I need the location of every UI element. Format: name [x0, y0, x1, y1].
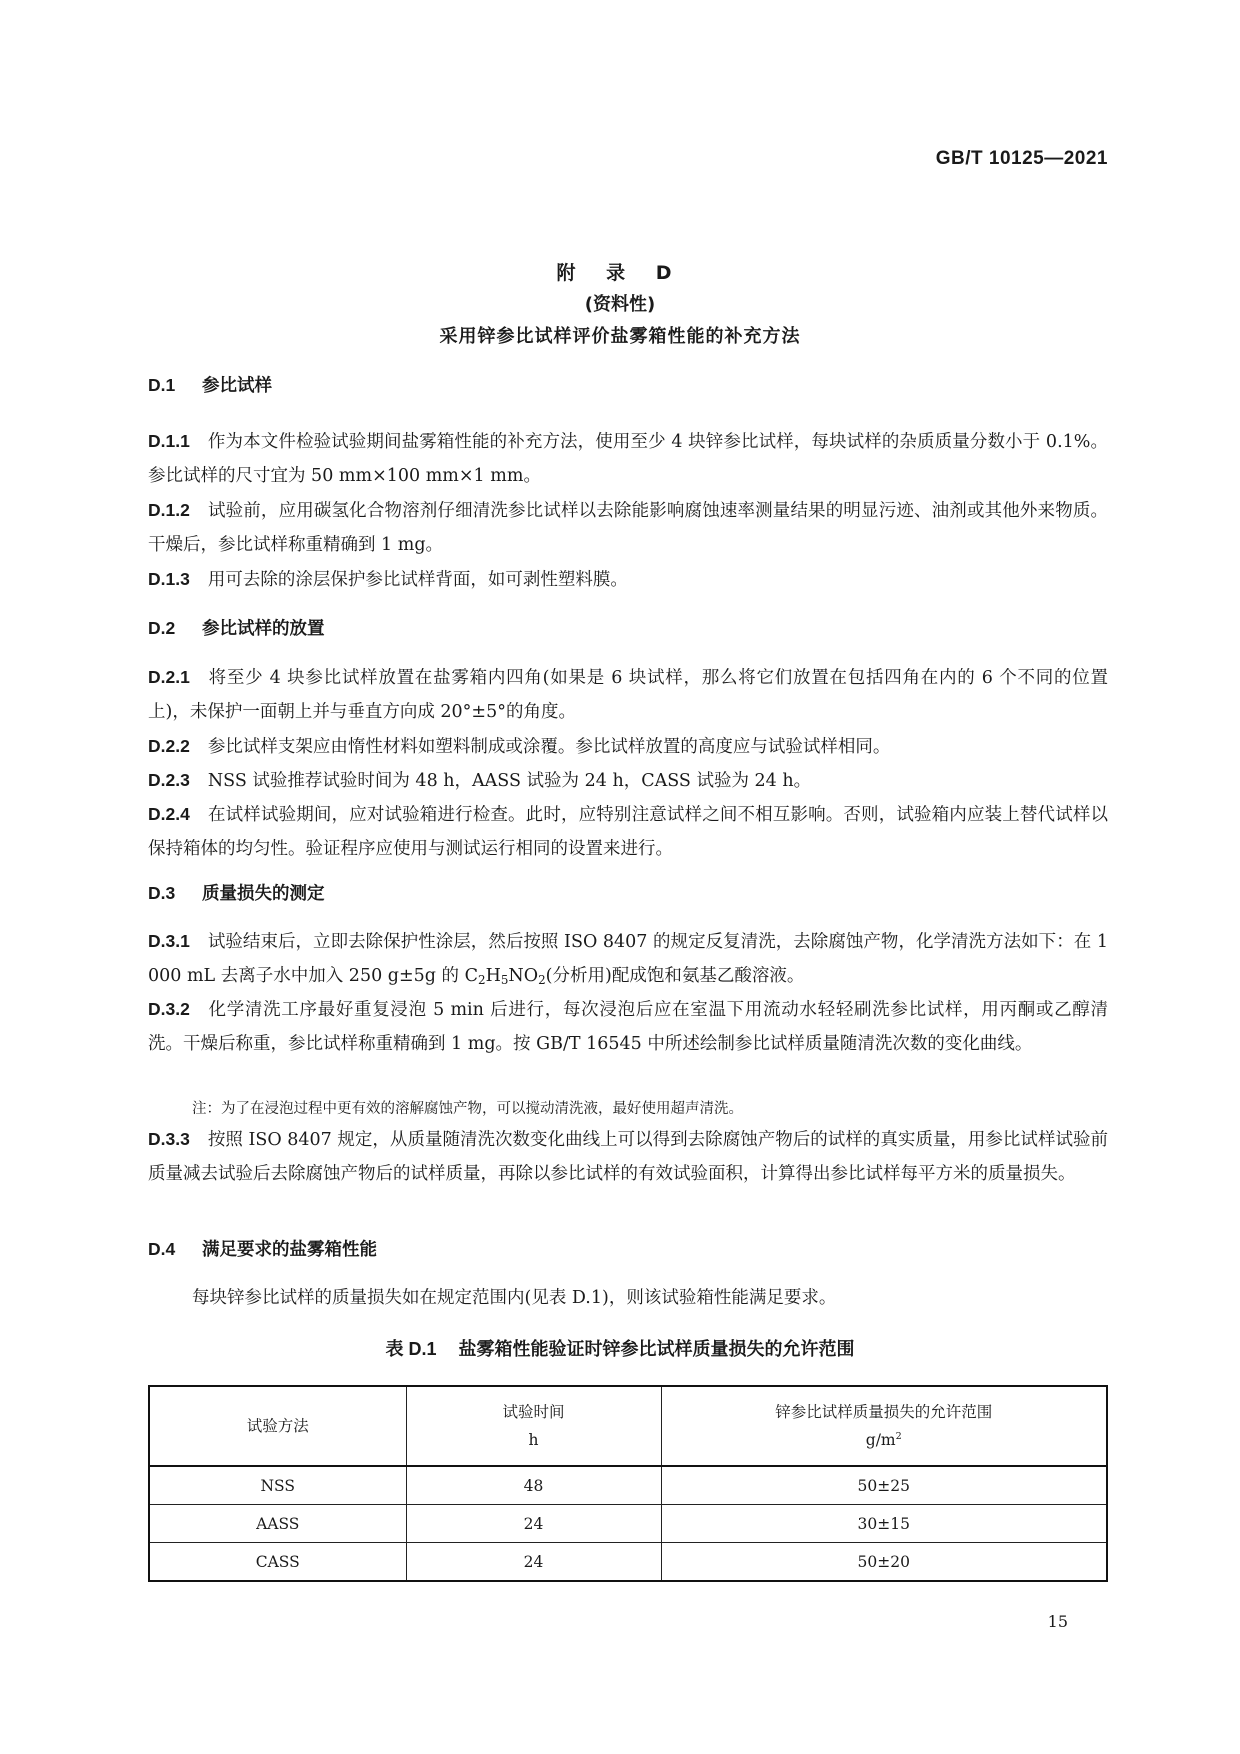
formula-text: H	[485, 966, 501, 986]
paragraph-d1-1	[148, 424, 1108, 493]
section-title: 质量损失的测定	[202, 884, 325, 904]
header-range: 锌参比试样质量损失的允许范围 $g/m^2$	[661, 1386, 1107, 1466]
formula-subscript: 2	[478, 972, 486, 987]
cell-method: CASS	[149, 1543, 406, 1582]
cell-range: 30±15	[661, 1505, 1107, 1543]
clause-number: D.2.4	[148, 804, 190, 824]
section-number: D.3	[148, 883, 176, 903]
paragraph-d2-2	[148, 729, 1108, 764]
cell-time: 24	[406, 1505, 661, 1543]
clause-text: 化学清洗工序最好重复浸泡 5 min 后进行，每次浸泡后应在室温下用流动水轻轻刷洗参比试样，用丙酮或乙醇清洗。干燥后称重，参比试样称重精确到 1 mg。按 GB/T 16545 中所述绘制参比试样质量随清洗次数的变化曲线。	[148, 1000, 1108, 1054]
cell-time: 48	[406, 1466, 661, 1505]
formula-subscript: 5	[500, 972, 509, 987]
cell-time: 24	[406, 1543, 661, 1582]
clause-number: D.3.3	[148, 1129, 190, 1149]
cell-range: 50±25	[661, 1466, 1107, 1505]
appendix-type: (资料性)	[584, 294, 656, 315]
tolerance-table	[148, 1385, 1108, 1582]
clause-text: 在试样试验期间，应对试验箱进行检查。此时，应特别注意试样之间不相互影响。否则，试验箱内应装上替代试样以保持箱体的均匀性。验证程序应使用与测试运行相同的设置来进行。	[148, 805, 1108, 859]
section-number: D.1	[148, 375, 176, 395]
clause-text: 作为本文件检验试验期间盐雾箱性能的补充方法，使用至少 4 块锌参比试样，每块试样的杂质质量分数小于 0.1%。参比试样的尺寸宜为 50 mm×100 mm×1 mm。	[148, 432, 1108, 486]
clause-number: D.3.1	[148, 931, 190, 951]
formula-text: NO	[508, 966, 539, 986]
table-caption	[0, 1335, 1240, 1361]
header-time-unit: h	[528, 1431, 539, 1449]
cell-method: NSS	[149, 1466, 406, 1505]
clause-text: NSS 试验推荐试验时间为 48 h，AASS 试验为 24 h，CASS 试验为 24 h。	[207, 771, 812, 791]
formula-subscript: 2	[538, 972, 546, 987]
paragraph-d3-2	[148, 992, 1108, 1061]
section-heading-d4	[148, 1236, 377, 1261]
paragraph-d3-1	[148, 924, 1108, 993]
cell-method: AASS	[149, 1505, 406, 1543]
table-number: 表 D.1	[385, 1339, 437, 1359]
page-number: 15	[1047, 1612, 1068, 1631]
standard-code: GB/T 10125—2021	[935, 148, 1108, 169]
section-heading-d2	[148, 615, 325, 640]
clause-text: 用可去除的涂层保护参比试样背面，如可剥性塑料膜。	[207, 570, 628, 590]
paragraph-d4: 每块锌参比试样的质量损失如在规定范围内(见表 D.1)，则该试验箱性能满足要求。	[192, 1288, 837, 1308]
header-range-unit: $g/m^2$	[865, 1431, 902, 1449]
section-heading-d1	[148, 372, 272, 397]
section-title: 参比试样	[202, 376, 272, 396]
clause-number: D.1.3	[148, 569, 190, 589]
clause-text: 参比试样支架应由惰性材料如塑料制成或涂覆。参比试样放置的高度应与试验试样相同。	[207, 737, 891, 757]
paragraph-d2-1	[148, 660, 1108, 729]
clause-text: 试验结束后，立即去除保护性涂层，然后按照 ISO 8407 的规定反复清洗，去除腐蚀产物，化学清洗方法如下：在 1 000 mL 去离子水中加入 250 g±5g 的 C	[148, 932, 1108, 986]
cell-range: 50±20	[661, 1543, 1107, 1582]
table-title: 盐雾箱性能验证时锌参比试样质量损失的允许范围	[458, 1339, 855, 1360]
clause-number: D.1.2	[148, 500, 190, 520]
paragraph-d1-2	[148, 493, 1108, 562]
section-title: 满足要求的盐雾箱性能	[202, 1240, 377, 1260]
paragraph-d2-3	[148, 763, 1108, 798]
paragraph-d2-4	[148, 797, 1108, 866]
header-method: 试验方法	[149, 1386, 406, 1466]
clause-number: D.2.3	[148, 770, 190, 790]
clause-text: 试验前，应用碳氢化合物溶剂仔细清洗参比试样以去除能影响腐蚀速率测量结果的明显污迹、油剂或其他外来物质。干燥后，参比试样称重精确到 1 mg。	[148, 501, 1108, 555]
clause-number: D.3.2	[148, 999, 190, 1019]
clause-number: D.2.1	[148, 667, 190, 687]
clause-text: (分析用)配成饱和氨基乙酸溶液。	[545, 966, 805, 986]
clause-text: 将至少 4 块参比试样放置在盐雾箱内四角(如果是 6 块试样，那么将它们放置在包括四角在内的 6 个不同的位置上)，未保护一面朝上并与垂直方向成 20°±5°的角度。	[148, 668, 1108, 722]
table-row	[149, 1543, 1107, 1582]
section-title: 参比试样的放置	[202, 619, 325, 639]
section-number: D.4	[148, 1239, 176, 1259]
appendix-name: 采用锌参比试样评价盐雾箱性能的补充方法	[439, 326, 801, 347]
clause-text: 按照 ISO 8407 规定，从质量随清洗次数变化曲线上可以得到去除腐蚀产物后的试样的真实质量，用参比试样试验前质量减去试验后去除腐蚀产物后的试样质量，再除以参比试样的有效试验面积，计算得出参比试样每平方米的质量损失。	[148, 1130, 1108, 1184]
paragraph-d3-3	[148, 1122, 1108, 1191]
table-row	[149, 1466, 1107, 1505]
header-time: 试验时间 h	[406, 1386, 661, 1466]
appendix-title: 附 录 D	[556, 262, 684, 284]
clause-number: D.1.1	[148, 431, 190, 451]
paragraph-d1-3	[148, 562, 1108, 597]
section-number: D.2	[148, 618, 176, 638]
section-heading-d3	[148, 880, 325, 905]
clause-number: D.2.2	[148, 736, 190, 756]
note: 注：为了在浸泡过程中更有效的溶解腐蚀产物，可以搅动清洗液，最好使用超声清洗。	[192, 1101, 743, 1117]
table-row	[149, 1505, 1107, 1543]
